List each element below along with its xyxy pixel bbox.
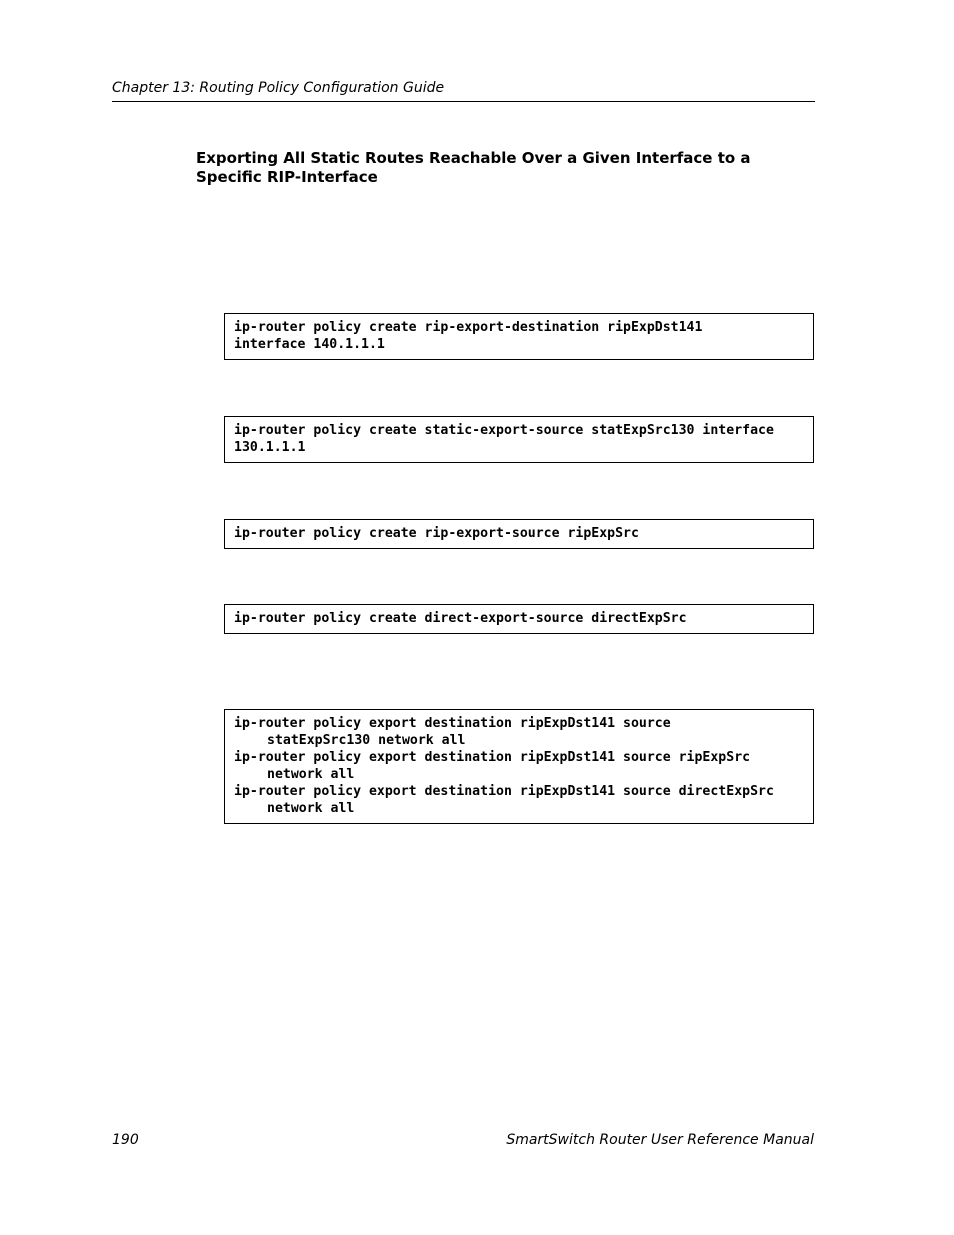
code-line: ip-router policy create rip-export-source ripExpSrc xyxy=(234,526,639,541)
code-block-rip-export-destination xyxy=(224,313,814,360)
code-block-static-export-source xyxy=(224,416,814,463)
page-number: 190 xyxy=(112,1132,139,1148)
code-line: ip-router policy create static-export-source statExpSrc130 interface xyxy=(234,423,774,438)
code-block-direct-export-source xyxy=(224,604,814,634)
code-line: ip-router policy create rip-export-destination ripExpDst141 xyxy=(234,320,703,335)
code-line: ip-router policy export destination ripExpDst141 source directExpSrc xyxy=(234,784,774,799)
code-line: ip-router policy export destination ripExpDst141 source xyxy=(234,716,671,731)
code-line: ip-router policy create direct-export-source directExpSrc xyxy=(234,611,687,626)
code-line: statExpSrc130 network all xyxy=(267,733,466,748)
code-line: 130.1.1.1 xyxy=(234,440,306,455)
code-line: interface 140.1.1.1 xyxy=(234,337,385,352)
code-line: network all xyxy=(267,767,355,782)
code-block-export-policies xyxy=(224,709,814,824)
code-line: ip-router policy export destination ripExpDst141 source ripExpSrc xyxy=(234,750,751,765)
running-header xyxy=(112,79,815,102)
chapter-title: Chapter 13: Routing Policy Configuration Guide xyxy=(112,80,445,96)
manual-title: SmartSwitch Router User Reference Manual xyxy=(506,1132,814,1148)
section-heading: Exporting All Static Routes Reachable Over a Given Interface to a Specific RIP-Interface xyxy=(196,149,751,186)
code-block-rip-export-source xyxy=(224,519,814,549)
code-line: network all xyxy=(267,801,355,816)
